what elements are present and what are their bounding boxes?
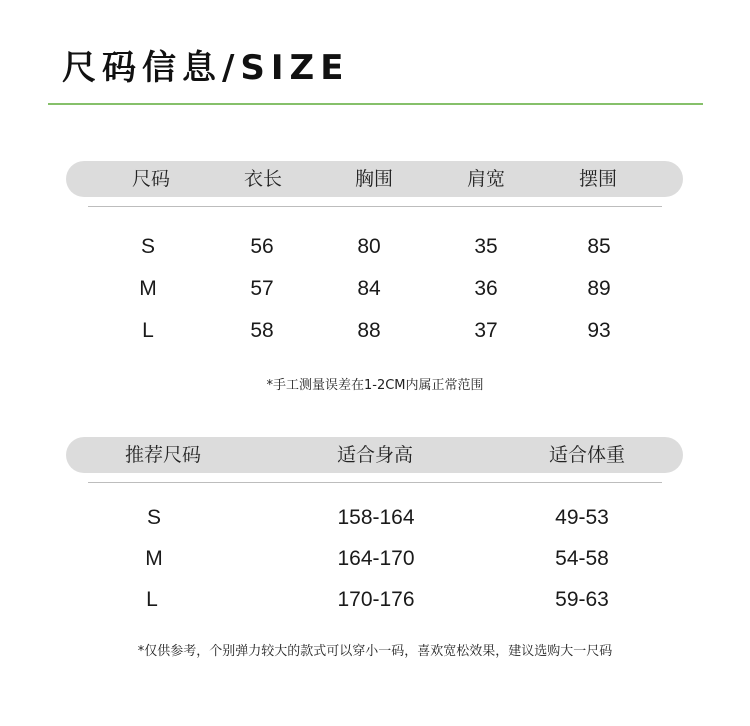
size-table-header <box>66 161 683 197</box>
title-underline <box>48 103 703 105</box>
height-cell: 164-170 <box>337 547 415 570</box>
size-header-length: 衣长 <box>243 168 283 190</box>
size-cell: S <box>140 235 156 258</box>
size-table-note: *手工测量误差在1-2CM内属正常范围 <box>266 378 484 393</box>
size-header-hem: 摆围 <box>578 168 618 190</box>
height-cell: 170-176 <box>337 588 415 611</box>
hem-cell: 93 <box>587 319 611 342</box>
length-cell: 56 <box>250 235 274 258</box>
recommend-size-cell: M <box>145 547 163 570</box>
hem-cell: 85 <box>587 235 611 258</box>
size-header-size: 尺码 <box>131 168 171 190</box>
page-title: 尺码信息/SIZE <box>62 48 350 88</box>
size-table-divider <box>88 206 662 207</box>
recommend-table-divider <box>88 482 662 483</box>
weight-cell: 49-53 <box>555 506 609 529</box>
hem-cell: 89 <box>587 277 611 300</box>
chest-cell: 80 <box>357 235 381 258</box>
size-header-shoulder: 肩宽 <box>466 168 506 190</box>
length-cell: 58 <box>250 319 274 342</box>
recommend-size-cell: S <box>146 506 162 529</box>
chest-cell: 88 <box>357 319 381 342</box>
recommend-table-header <box>66 437 683 473</box>
height-cell: 158-164 <box>337 506 415 529</box>
recommend-header-size: 推荐尺码 <box>124 444 202 466</box>
chest-cell: 84 <box>357 277 381 300</box>
recommend-size-cell: L <box>146 588 158 611</box>
shoulder-cell: 37 <box>474 319 498 342</box>
size-cell: L <box>142 319 154 342</box>
shoulder-cell: 36 <box>474 277 498 300</box>
length-cell: 57 <box>250 277 274 300</box>
shoulder-cell: 35 <box>474 235 498 258</box>
recommend-header-height: 适合身高 <box>336 444 414 466</box>
recommend-header-weight: 适合体重 <box>548 444 626 466</box>
weight-cell: 54-58 <box>555 547 609 570</box>
size-cell: M <box>139 277 157 300</box>
size-header-chest: 胸围 <box>354 168 394 190</box>
weight-cell: 59-63 <box>555 588 609 611</box>
recommend-table-note: *仅供参考，个别弹力较大的款式可以穿小一码，喜欢宽松效果，建议选购大一尺码 <box>137 644 613 659</box>
